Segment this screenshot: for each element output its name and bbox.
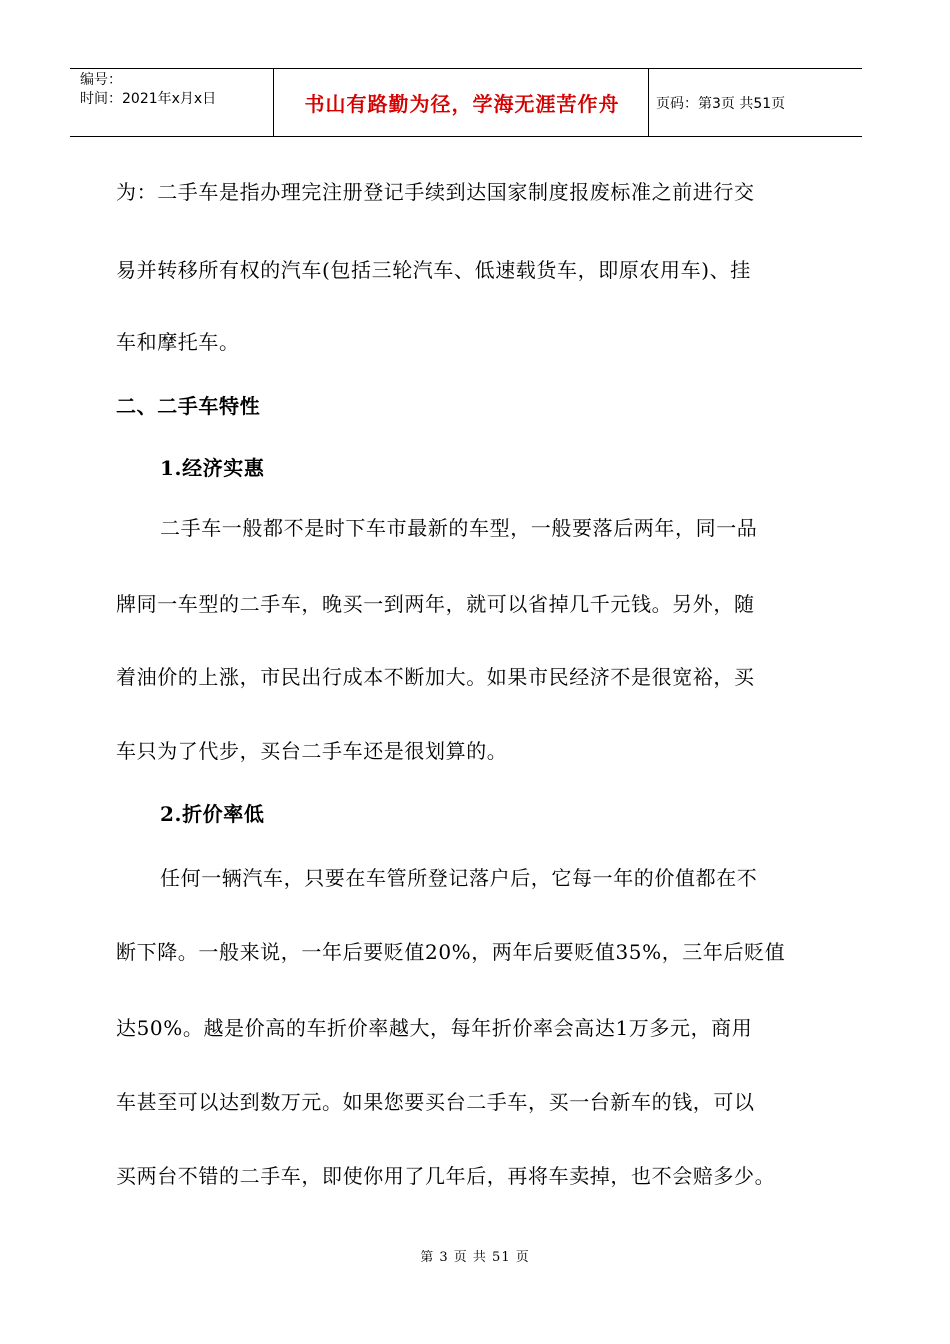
page-footer: 第 3 页 共 51 页	[420, 1250, 530, 1265]
section-heading: 二、二手车特性	[116, 394, 261, 418]
paragraph-line: 着油价的上涨，市民出行成本不断加大。如果市民经济不是很宽裕，买	[116, 665, 755, 689]
header-page-info: 页码：第3页 共51页	[656, 95, 786, 112]
paragraph-line: 为：二手车是指办理完注册登记手续到达国家制度报废标准之前进行交	[116, 180, 755, 204]
document-number-label: 编号：	[80, 72, 122, 88]
paragraph-line: 达50%。越是价高的车折价率越大，每年折价率会高达1万多元，商用	[116, 1016, 753, 1040]
subsection-heading: 1.经济实惠	[160, 456, 265, 480]
paragraph-line: 车和摩托车。	[116, 330, 240, 354]
paragraph-line: 车甚至可以达到数万元。如果您要买台二手车，买一台新车的钱，可以	[116, 1090, 755, 1114]
paragraph-line: 易并转移所有权的汽车(包括三轮汽车、低速载货车，即原农用车)、挂	[116, 258, 751, 282]
paragraph-line: 二手车一般都不是时下车市最新的车型，一般要落后两年，同一品	[160, 516, 758, 540]
paragraph-line: 车只为了代步，买台二手车还是很划算的。	[116, 739, 508, 763]
page-header	[70, 68, 862, 137]
header-motto: 书山有路勤为径，学海无涯苦作舟	[304, 92, 620, 116]
subsection-heading: 2.折价率低	[160, 802, 265, 826]
paragraph-line: 任何一辆汽车，只要在车管所登记落户后，它每一年的价值都在不	[160, 866, 758, 890]
document-date-label: 时间：2021年x月x日	[80, 91, 217, 107]
paragraph-line: 买两台不错的二手车，即使你用了几年后，再将车卖掉，也不会赔多少。	[116, 1164, 776, 1188]
header-meta	[80, 71, 275, 109]
header-divider	[648, 69, 649, 136]
paragraph-line: 牌同一车型的二手车，晚买一到两年，就可以省掉几千元钱。另外，随	[116, 592, 755, 616]
paragraph-line: 断下降。一般来说，一年后要贬值20%，两年后要贬值35%，三年后贬值	[116, 940, 786, 964]
